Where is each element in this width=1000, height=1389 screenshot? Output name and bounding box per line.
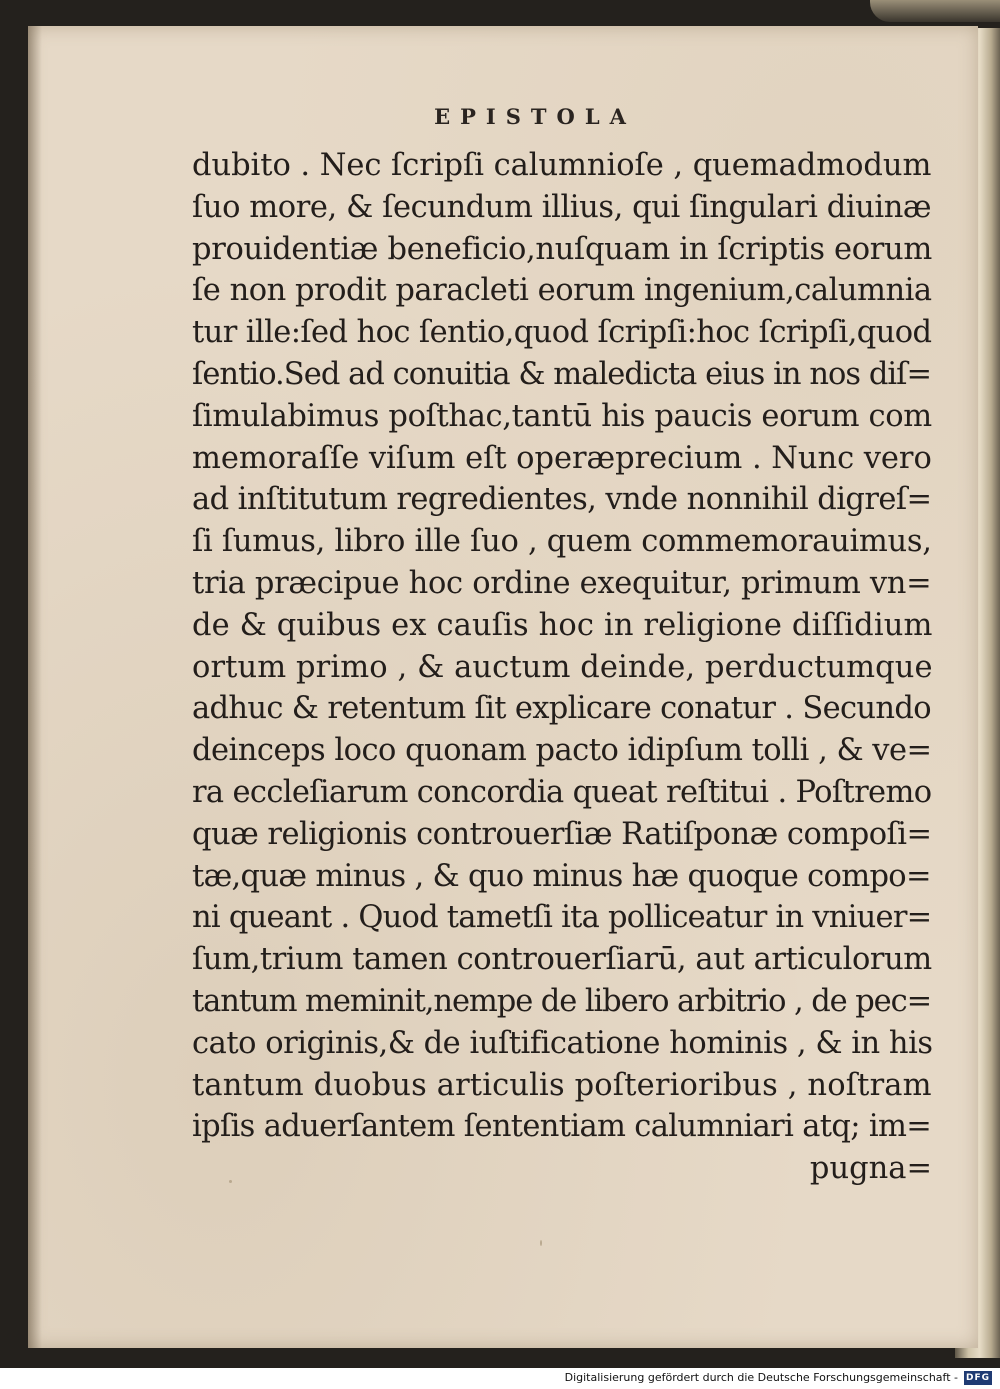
text-line: ortum primo , & auctum deinde, perductumque: [192, 649, 933, 685]
book-corner: [870, 0, 1000, 22]
text-line: ſuo more, & ſecundum illius, qui ſingulari diuinæ: [192, 189, 932, 225]
text-line: ſi ſumus, libro ille ſuo , quem commemorauimus,: [192, 524, 932, 560]
text-line: de & quibus ex cauſis hoc in religione diſſidium: [192, 607, 933, 643]
text-line: ſe non prodit paracleti eorum ingenium,calumnia: [192, 273, 932, 309]
text-line: prouidentiæ beneficio,nuſquam in ſcriptis eorum: [192, 231, 932, 267]
text-line: cato originis,& de iuſtificatione hominis , & in his: [192, 1025, 933, 1061]
catchword: pugna=: [809, 1151, 932, 1187]
text-line: deinceps loco quonam pacto idipſum tolli , & ve=: [192, 733, 932, 769]
text-line: tæ,quæ minus , & quo minus hæ quoque compo=: [192, 858, 931, 894]
text-line: ni queant . Quod tametſi ita polliceatur in vniuer=: [192, 900, 932, 936]
page-gutter-shadow: [28, 26, 42, 1348]
text-line: ſimulabimus poſthac,tantū his paucis eorum com: [192, 398, 932, 434]
text-line: ſentio.Sed ad conuitia & maledicta eius in nos diſ=: [192, 356, 932, 392]
paper-speck: [540, 1240, 542, 1246]
text-line: tantum meminit,nempe de libero arbitrio , de pec=: [192, 983, 932, 1019]
text-line: tria præcipue hoc ordine exequitur, primum vn=: [192, 565, 932, 601]
text-line: ſum,trium tamen controuerſiarū, aut articulorum: [192, 942, 932, 978]
body-text: [192, 145, 932, 1190]
text-line: ad inſtitutum regredientes, vnde nonnihil digreſ=: [192, 482, 932, 518]
text-line: dubito . Nec ſcripſi calumnioſe , quemadmodum: [192, 148, 932, 183]
running-head: EPISTOLA: [434, 104, 636, 129]
text-line: adhuc & retentum ſit explicare conatur . Secundo: [192, 691, 931, 727]
text-line: tantum duobus articulis poſterioribus , noſtram: [192, 1067, 932, 1103]
text-line: ipſis aduerſantem ſententiam calumniari atq; im=: [192, 1109, 932, 1145]
dfg-logo: DFG: [965, 1373, 990, 1383]
text-line: tur ille:ſed hoc ſentio,quod ſcripſi:hoc ſcripſi,quod: [192, 315, 932, 351]
text-line: ra eccleſiarum concordia queat reſtitui . Poſtremo: [192, 774, 932, 810]
text-line: memoraſſe viſum eſt operæprecium . Nunc vero: [192, 440, 932, 476]
funding-notice: Digitalisierung gefördert durch die Deutsche Forschungsgemeinschaft -: [564, 1371, 958, 1384]
footer-bar: [0, 1368, 1000, 1389]
text-line: quæ religionis controuerſiæ Ratiſponæ compoſi=: [192, 816, 932, 852]
